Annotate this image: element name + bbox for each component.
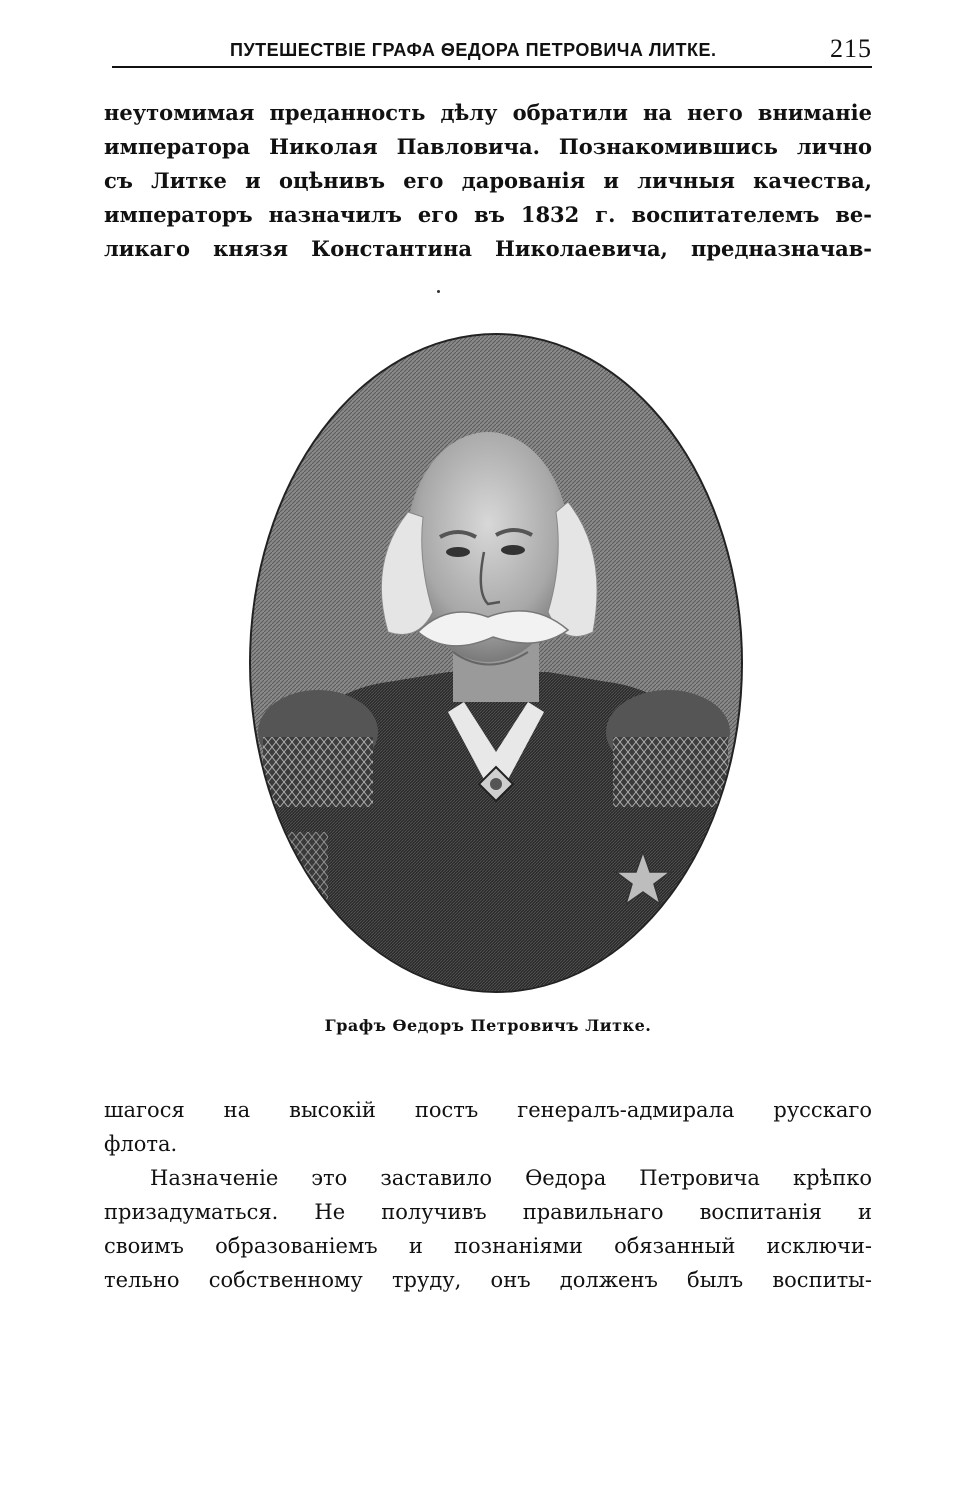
text-line: неутомимая преданность дѣлу обратили на него вниманіе	[104, 100, 872, 125]
text-line: императора Николая Павловича. Познакомившись лично	[104, 134, 872, 159]
portrait-engraving	[248, 332, 744, 994]
text-line: призадуматься. Не получивъ правильнаго воспитанія и	[104, 1200, 872, 1224]
text-line: шагося на высокій постъ генералъ-адмирала русскаго	[104, 1098, 872, 1122]
header-rule	[112, 66, 872, 68]
text-line: тельно собственному труду, онъ долженъ былъ воспиты-	[104, 1268, 872, 1292]
bottom-text	[104, 1093, 872, 1297]
page-number: 215	[830, 34, 872, 63]
running-header	[112, 34, 872, 74]
text-line: флота.	[104, 1132, 178, 1156]
text-line: ликаго князя Константина Николаевича, предназначав-	[104, 236, 872, 261]
portrait-caption: Графъ Ѳедоръ Петровичъ Литке.	[324, 1016, 652, 1035]
text-line: императоръ назначилъ его въ 1832 г. воспитателемъ ве-	[104, 202, 872, 227]
running-title: ПУТЕШЕСТВІЕ ГРАФА ѲЕДОРА ПЕТРОВИЧА ЛИТКЕ.	[230, 40, 717, 60]
text-line: своимъ образованіемъ и познаніями обязанный исключи-	[104, 1234, 872, 1258]
top-paragraph	[104, 96, 872, 266]
text-line: съ Литке и оцѣнивъ его дарованія и личныя качества,	[104, 168, 872, 193]
text-line: Назначеніе это заставило Ѳедора Петровича крѣпко	[150, 1166, 872, 1190]
print-speck	[437, 290, 440, 293]
